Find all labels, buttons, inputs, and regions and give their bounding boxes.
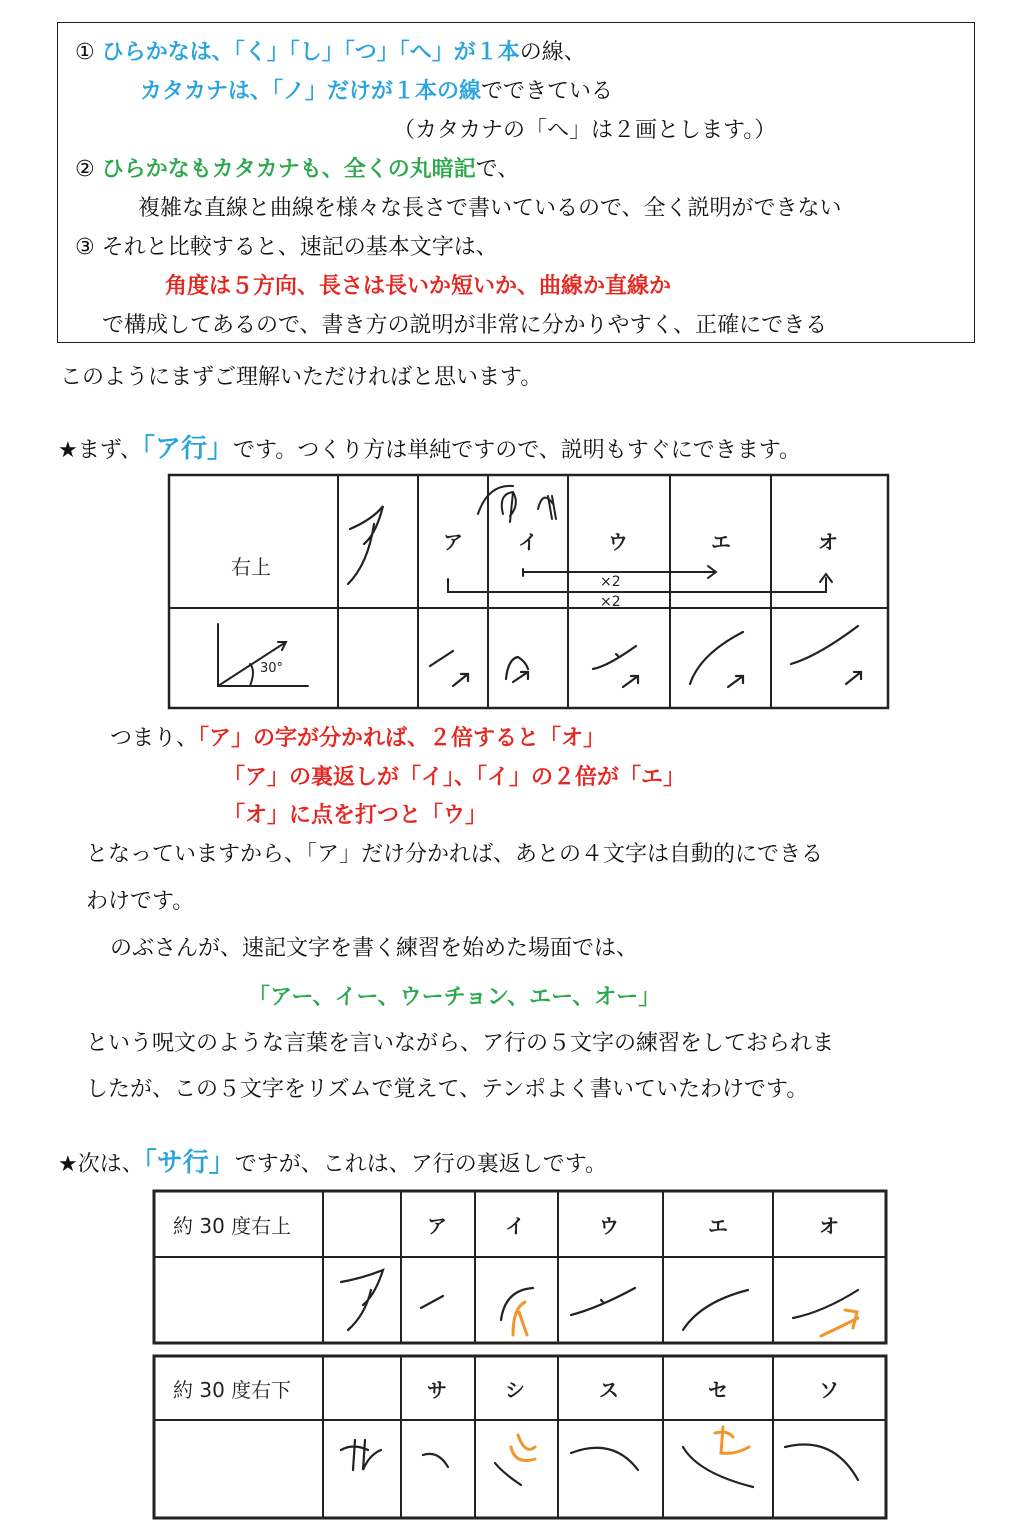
section-sa-rest: ですが、これは、ア行の裏返しです。 [234, 1152, 607, 1177]
table-2-label: 約 30 度右上 [173, 1214, 292, 1238]
t2-header-o: オ [819, 1214, 839, 1238]
a-row-table [153, 1190, 888, 1345]
point-2-tail: で、 [475, 157, 520, 182]
stroke-examples [430, 626, 861, 687]
explanation-line-2: わけです。 [86, 889, 195, 914]
explanation-line-1: となっていますから、「ア」だけ分かれば、あとの４文字は自動的にできる [86, 842, 824, 867]
angle-diagram [218, 624, 308, 686]
header-e: エ [711, 530, 731, 554]
t2-header-u: ウ [599, 1214, 619, 1238]
kana-a-sample [348, 506, 383, 584]
practice-scene: のぶさんが、速記文字を書く練習を始めた場面では、 [110, 936, 639, 961]
point-2-line-2: 複雑な直線と曲線を様々な長さで書いているので、全く説明ができない [138, 196, 842, 221]
summary-rule-3: 「オ」に点を打つと「ウ」 [223, 803, 488, 828]
section-sa-heading [58, 1148, 607, 1180]
point-2-line-1 [75, 155, 519, 185]
t3-strokes [341, 1440, 858, 1487]
chant-text: 「アー、イー、ウーチョン、エー、オー」 [248, 985, 661, 1010]
t2-header-i: イ [505, 1214, 525, 1238]
t2-orange-marks [513, 1302, 858, 1336]
summary-rule-2: 「ア」の裏返しが「イ」、「イ」の２倍が「エ」 [223, 765, 686, 790]
mark-x2-bottom: ×2 [600, 594, 621, 610]
point-2-number: ② [75, 157, 95, 182]
section-a-rest: です。つくり方は単純ですので、説明もすぐにできます。 [232, 438, 802, 463]
explanation-line-4: したが、この５文字をリズムで覚えて、テンポよく書いていたわけです。 [86, 1077, 809, 1102]
t2-header-e: エ [708, 1214, 728, 1238]
summary-lead: つまり、 [110, 726, 199, 751]
header-a: ア [443, 530, 463, 554]
t3-header-su: ス [599, 1378, 619, 1402]
t3-header-so: ソ [819, 1378, 839, 1402]
section-sa-star: ★次は、 [58, 1152, 144, 1177]
point-3-emphasis: 角度は５方向、長さは長いか短いか、曲線か直線か [165, 274, 672, 299]
point-1-note: （カタカナの「へ」は２画とします。） [393, 118, 777, 143]
sa-row-table [153, 1355, 888, 1520]
point-1-line-2-tail: でできている [481, 79, 614, 104]
point-1-katakana: カタカナは、「ノ」だけが１本の線 [140, 79, 482, 104]
point-3-line-3: で構成してあるので、書き方の説明が非常に分かりやすく、正確にできる [102, 313, 828, 338]
table-1-label: 右上 [231, 555, 271, 579]
section-a-title: 「ア行」 [141, 434, 233, 464]
point-3-number: ③ [75, 235, 95, 260]
summary-line-1 [110, 724, 605, 754]
t2-strokes [341, 1270, 858, 1330]
section-sa-title: 「サ行」 [143, 1148, 235, 1178]
section-a-star: ★まず、 [58, 438, 142, 463]
t3-header-sa: サ [427, 1378, 447, 1402]
angle-label: 30° [260, 661, 284, 676]
point-1-tail: の線、 [519, 40, 586, 65]
point-1-hiragana: ひらかなは、「く」「し」「つ」「へ」が１本 [101, 40, 520, 65]
header-u: ウ [608, 530, 628, 554]
summary-rule-1: 「ア」の字が分かれば、２倍すると「オ」 [198, 726, 606, 751]
header-i: イ [518, 530, 538, 554]
a-row-shorthand-table [168, 474, 890, 710]
t2-header-a: ア [427, 1214, 447, 1238]
t3-orange-marks [511, 1427, 749, 1461]
transform-annotations [448, 486, 832, 592]
point-1-line-1 [75, 38, 586, 68]
header-o: オ [818, 530, 838, 554]
t3-header-shi: シ [505, 1378, 525, 1402]
explanation-line-3: という呪文のような言葉を言いながら、ア行の５文字の練習をしておられま [86, 1031, 835, 1056]
point-1-line-2 [140, 77, 613, 107]
mark-x2-top: ×2 [600, 574, 621, 590]
point-3-text: それと比較すると、速記の基本文字は、 [101, 235, 498, 260]
table-3-label: 約 30 度右下 [173, 1378, 292, 1402]
point-3-line-1 [75, 233, 498, 263]
t3-header-se: セ [708, 1378, 728, 1402]
point-1-number: ① [75, 40, 95, 65]
section-a-heading [58, 434, 801, 466]
point-2-emphasis: ひらかなもカタカナも、全くの丸暗記 [101, 157, 476, 182]
intro-text: このようにまずご理解いただければと思います。 [60, 365, 543, 390]
